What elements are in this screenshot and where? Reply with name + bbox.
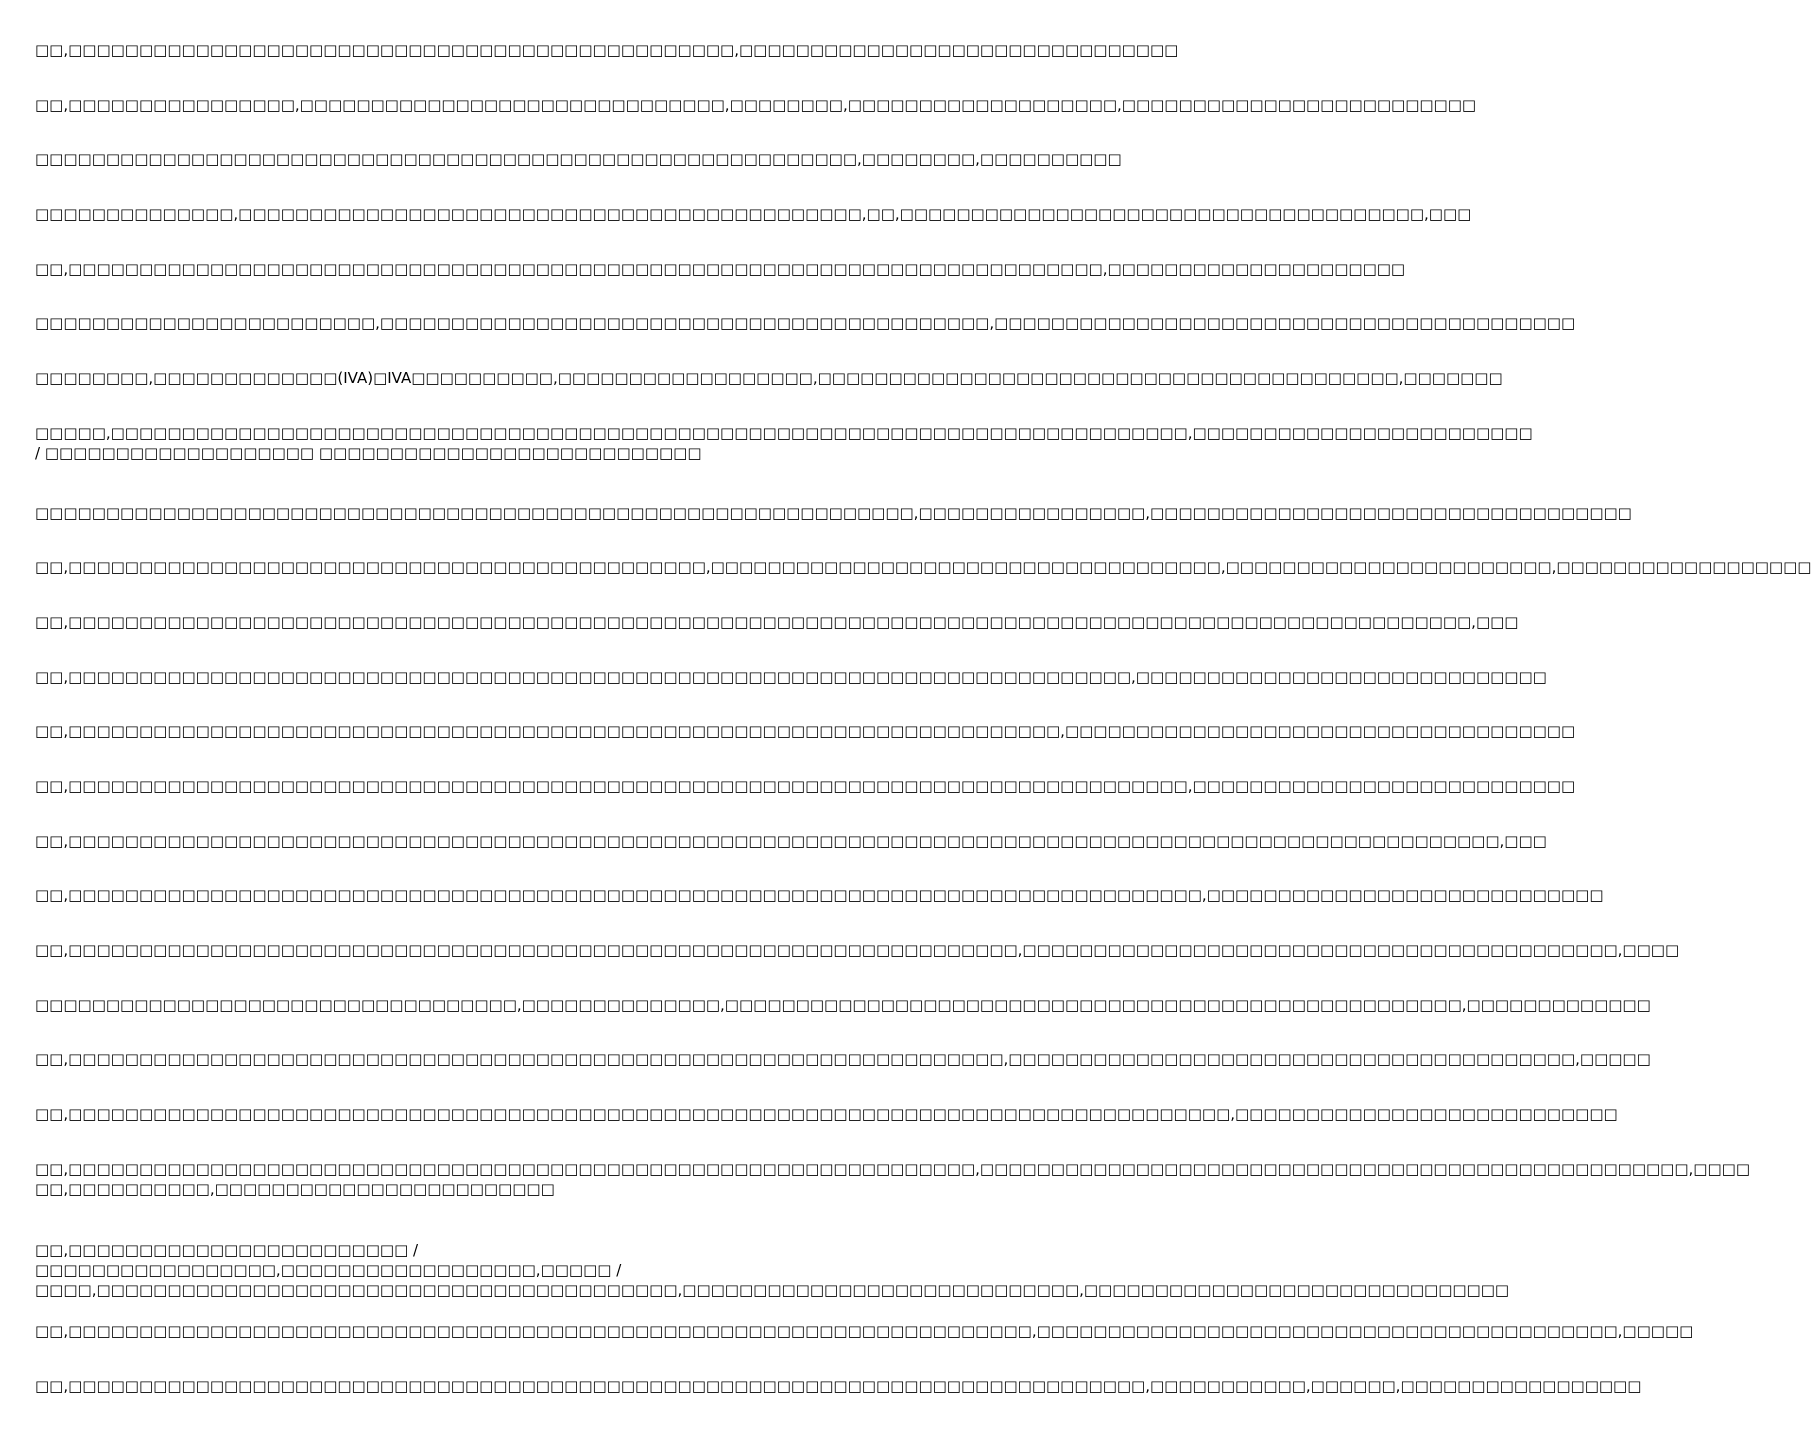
- paragraph: □□,□□□□□□□□□□□□□□□□□□□□□□□□□□□□□□□□□□□□□□□□□□□□□□□□□□□□□□□□□□□□□□□□□□□□□□□□□,□□□□□□□□□□□□□□□□□□□□□: [35, 260, 1406, 278]
- paragraph: □□,□□□□□□□□□□□□□□□□□□□□□□□□□□□□□□□□□□□□□□□□□□□□□□□□□□□□□□□□□□□□□□□□,□□□□□□□□□□□□□□□□□□□□□□□□□□□□□□□□□□□□□□□□□□□□□□□□□□,□□□□ □□,□□□□□□□□□□,□□□□□□□□□□□□□□□□□□□□□□□□: [35, 1160, 1750, 1198]
- paragraph: □□,□□□□□□□□□□□□□□□□□□□□□□□□□□□□□□□□□□□□□□□□□□□□□,□□□□□□□□□□□□□□□□□□□□□□□□□□□□□□□□□□□□,□□□□□□□□□□□□□□□□□□□□□□□,□□□□□□□□□□□□□□□□□□: [35, 558, 1811, 576]
- paragraph: □□,□□□□□□□□□□□□□□□□□□□□□□□□□□□□□□□□□□□□□□□□□□□□□□□,□□□□□□□□□□□□□□□□□□□□□□□□□□□□□□□: [35, 41, 1179, 59]
- paragraph: □□□□□□□□□□□□□□□□□□□□□□□□□□□□□□□□□□,□□□□□□□□□□□□□□,□□□□□□□□□□□□□□□□□□□□□□□□□□□□□□□□□□□□□□□□□□□□□□□□□□□□,□□□□□□□□□□□□□: [35, 996, 1651, 1014]
- paragraph: □□,□□□□□□□□□□□□□□□□□□□□□□□□□□□□□□□□□□□□□□□□□□□□□□□□□□□□□□□□□□□□□□□□□□□□□□□□□□□,□□□□□□□□□□□□□□□□□□□□□□□□□□□□□: [35, 668, 1547, 686]
- paragraph: □□,□□□□□□□□□□□□□□□□□□□□□□□□□□□□□□□□□□□□□□□□□□□□□□□□□□□□□□□□□□□□□□□□□□,□□□□□□□□□□□□□□□□□□□□□□□□□□□□□□□□□□□□□□□□,□□□□□: [35, 1050, 1651, 1068]
- paragraph: □□□□□□□□□□□□□□,□□□□□□□□□□□□□□□□□□□□□□□□□□□□□□□□□□□□□□□□□□□□,□□,□□□□□□□□□□□□□□□□□□□□□□□□□□□□□□□□□□□□□,□□□: [35, 205, 1472, 223]
- paragraph: □□,□□□□□□□□□□□□□□□□□□□□□□□□□□□□□□□□□□□□□□□□□□□□□□□□□□□□□□□□□□□□□□□□□□□□□□□□□□□□,□□□□□□□□□□□,□□□□□□,□□□□□□□□□□□□□□□□□: [35, 1377, 1642, 1395]
- paragraph: □□,□□□□□□□□□□□□□□□□□□□□□□□□□□□□□□□□□□□□□□□□□□□□□□□□□□□□□□□□□□□□□□□□□□□□□□□□□□□□□□□□□□□□□□□□□□□□□□□□□□□□□,□□□: [35, 832, 1547, 850]
- paragraph: □□,□□□□□□□□□□□□□□□□□□□□□□□□□□□□□□□□□□□□□□□□□□□□□□□□□□□□□□□□□□□□□□□□□□□,□□□□□□□□□□□□□□□□□□□□□□□□□□□□□□□□□□□□□□□□□□,□□□□: [35, 941, 1680, 959]
- paragraph: □□,□□□□□□□□□□□□□□□□□□□□□□□□ / □□□□□□□□□□□□□□□□□,□□□□□□□□□□□□□□□□□□,□□□□□ / □□□□,□□□□□□□□□□□□□□□□□□□□□□□□□□□□□□□□□□□□□□□□□,□□□□□□□□□□□□□□□□□□□□□□□□□□□□,□□□□□□□□□□□□□□□□□□□□□□□□□□□□□□: [35, 1241, 1510, 1299]
- paragraph: □□,□□□□□□□□□□□□□□□□□□□□□□□□□□□□□□□□□□□□□□□□□□□□□□□□□□□□□□□□□□□□□□□□□□□□□□□□□□□□□□□□,□□□□□□□□□□□□□□□□□□□□□□□□□□□□: [35, 886, 1604, 904]
- paragraph: □□□□□□□□□□□□□□□□□□□□□□□□□□□□□□□□□□□□□□□□□□□□□□□□□□□□□□□□□□,□□□□□□□□,□□□□□□□□□□: [35, 150, 1122, 168]
- paragraph: □□,□□□□□□□□□□□□□□□□□□□□□□□□□□□□□□□□□□□□□□□□□□□□□□□□□□□□□□□□□□□□□□□□□□□□□□□□□□□□□□□,□□□□□□□□□□□□□□□□□□□□□□□□□□□: [35, 777, 1576, 795]
- paragraph: □□□□□□□□□□□□□□□□□□□□□□□□,□□□□□□□□□□□□□□□□□□□□□□□□□□□□□□□□□□□□□□□□□□□,□□□□□□□□□□□□□□□□□□□□□□□□□□□□□□□□□□□□□□□□□: [35, 314, 1576, 332]
- paragraph: □□,□□□□□□□□□□□□□□□□□□□□□□□□□□□□□□□□□□□□□□□□□□□□□□□□□□□□□□□□□□□□□□□□□□□□□□,□□□□□□□□□□□□□□□□□□□□□□□□□□□□□□□□□□□□: [35, 722, 1576, 740]
- paragraph: □□,□□□□□□□□□□□□□□□□□□□□□□□□□□□□□□□□□□□□□□□□□□□□□□□□□□□□□□□□□□□□□□□□□□□□□□□□□□□□□□□□□□□□□□□□□□□□□□□□□□□,□□□: [35, 613, 1519, 631]
- paragraph: □□□□□,□□□□□□□□□□□□□□□□□□□□□□□□□□□□□□□□□□□□□□□□□□□□□□□□□□□□□□□□□□□□□□□□□□□□□□□□□□□□,□□□□□□□□□□□□□□□□□□□□□□□□ / □□□□□□□□□□□□□□□□□□□ □□□□□□□□□□□□□□□□□□□□□□□□□□□: [35, 424, 1533, 462]
- paragraph: □□□□□□□□,□□□□□□□□□□□□□(IVA)□IVA□□□□□□□□□□,□□□□□□□□□□□□□□□□□□,□□□□□□□□□□□□□□□□□□□□□□□□□□□□□□□□□□□□□□□□□,□□□□□□□: [35, 369, 1503, 387]
- paragraph: □□,□□□□□□□□□□□□□□□□,□□□□□□□□□□□□□□□□□□□□□□□□□□□□□□,□□□□□□□□,□□□□□□□□□□□□□□□□□□□,□□□□□□□□□□□□□□□□□□□□□□□□□: [35, 96, 1477, 114]
- paragraph: □□,□□□□□□□□□□□□□□□□□□□□□□□□□□□□□□□□□□□□□□□□□□□□□□□□□□□□□□□□□□□□□□□□□□□□,□□□□□□□□□□□□□□□□□□□□□□□□□□□□□□□□□□□□□□□□□,□□□□□: [35, 1322, 1694, 1340]
- paragraph: □□□□□□□□□□□□□□□□□□□□□□□□□□□□□□□□□□□□□□□□□□□□□□□□□□□□□□□□□□□□□□,□□□□□□□□□□□□□□□□,□□□□□□□□□□□□□□□□□□□□□□□□□□□□□□□□□□: [35, 504, 1632, 522]
- document-body: [35, 0, 1811, 1449]
- paragraph: □□,□□□□□□□□□□□□□□□□□□□□□□□□□□□□□□□□□□□□□□□□□□□□□□□□□□□□□□□□□□□□□□□□□□□□□□□□□□□□□□□□□□,□□□□□□□□□□□□□□□□□□□□□□□□□□□: [35, 1105, 1618, 1123]
